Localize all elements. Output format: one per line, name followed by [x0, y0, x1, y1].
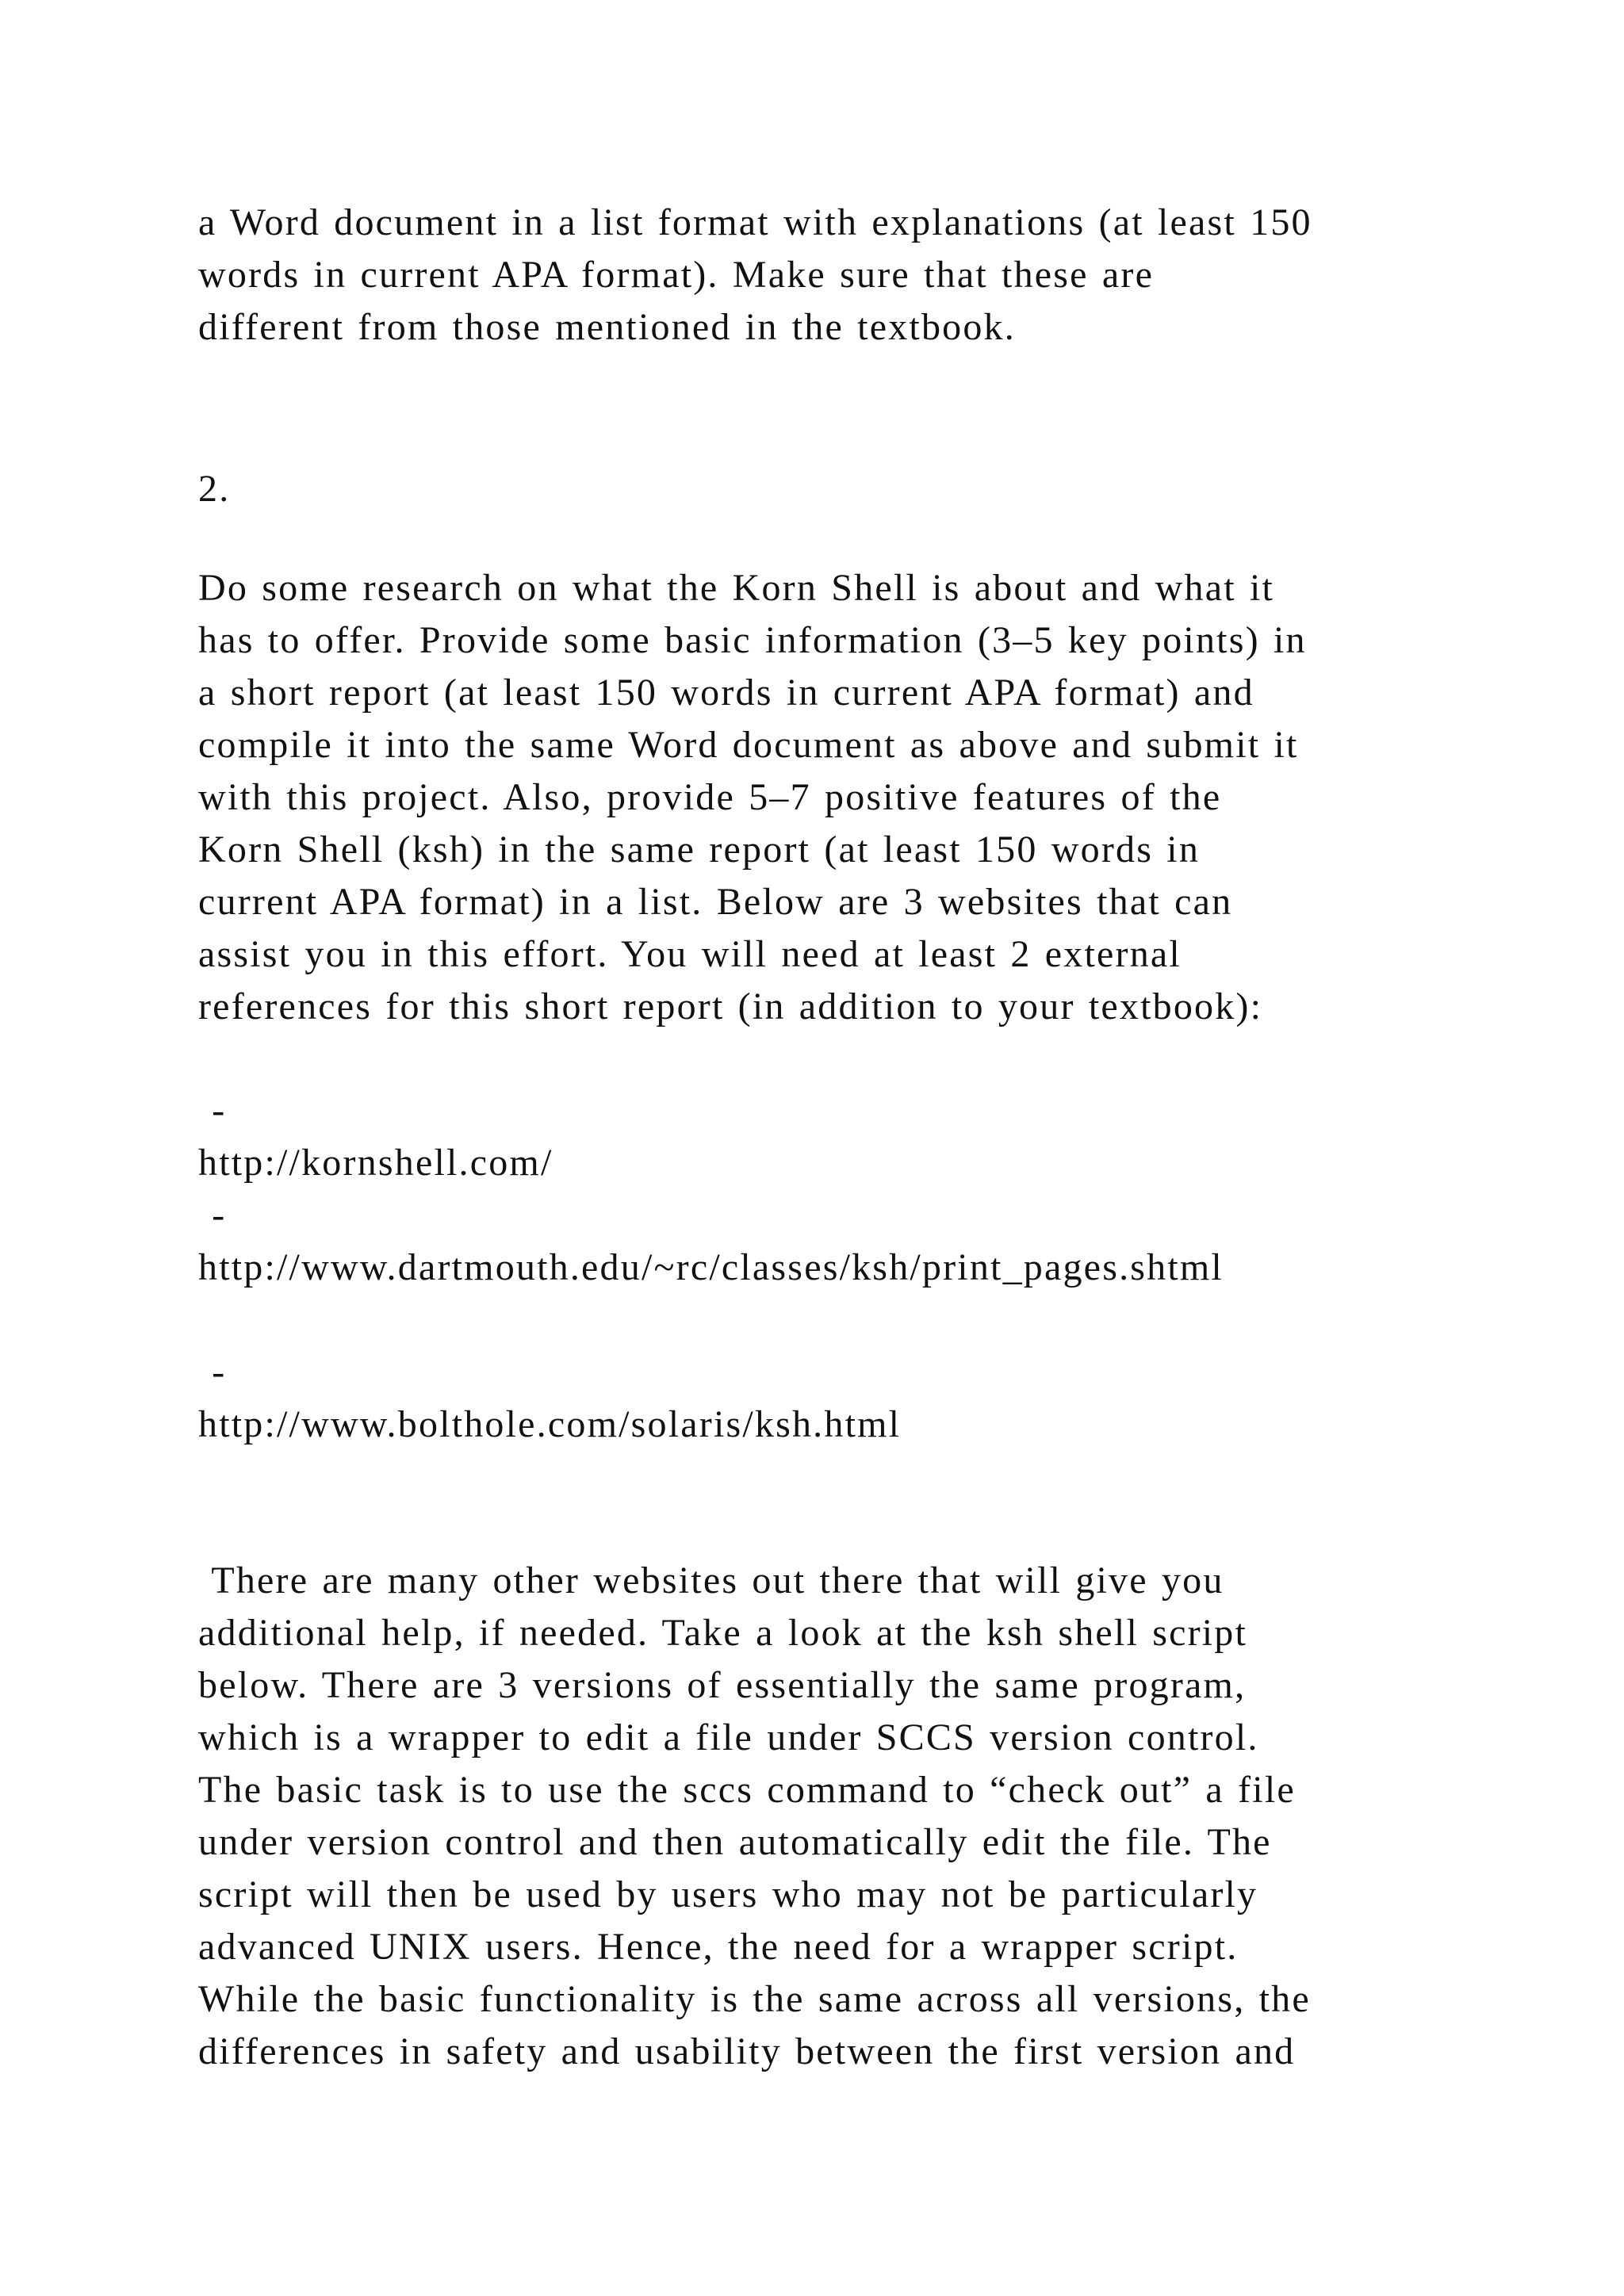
paragraph-line: Do some research on what the Korn Shell is about and what it	[198, 567, 1275, 609]
link-dartmouth[interactable]: http://www.dartmouth.edu/~rc/classes/ksh/print_pages.shtml	[198, 1246, 1224, 1288]
paragraph-line: with this project. Also, provide 5–7 positive features of the	[198, 776, 1222, 818]
paragraph-line: assist you in this effort. You will need at least 2 external	[198, 933, 1182, 975]
paragraph-line: script will then be used by users who may not be particularly	[198, 1873, 1258, 1915]
item-number: 2.	[198, 468, 231, 510]
link-bolthole[interactable]: http://www.bolthole.com/solaris/ksh.html	[198, 1403, 902, 1445]
paragraph-line: under version control and then automatically edit the file. The	[198, 1821, 1272, 1863]
paragraph-line: which is a wrapper to edit a file under SCCS version control.	[198, 1716, 1259, 1758]
paragraph-line: a short report (at least 150 words in current APA format) and	[198, 672, 1254, 714]
list-bullet: -	[198, 1089, 227, 1131]
paragraph-line: While the basic functionality is the same across all versions, the	[198, 1978, 1311, 2020]
intro-line: a Word document in a list format with explanations (at least 150	[198, 201, 1312, 243]
paragraph-line: has to offer. Provide some basic information (3–5 key points) in	[198, 619, 1307, 661]
paragraph-line: additional help, if needed. Take a look at the ksh shell script	[198, 1612, 1248, 1654]
link-kornshell[interactable]: http://kornshell.com/	[198, 1142, 553, 1184]
intro-line: different from those mentioned in the textbook.	[198, 306, 1016, 348]
paragraph-line: below. There are 3 versions of essentially the same program,	[198, 1664, 1247, 1706]
paragraph-line: compile it into the same Word document as above and submit it	[198, 724, 1299, 766]
paragraph-line: advanced UNIX users. Hence, the need for a wrapper script.	[198, 1926, 1239, 1968]
paragraph-line: Korn Shell (ksh) in the same report (at least 150 words in	[198, 828, 1201, 871]
paragraph-line: There are many other websites out there that will give you	[198, 1559, 1224, 1601]
paragraph-line: current APA format) in a list. Below are 3 websites that can	[198, 881, 1233, 923]
paragraph-line: references for this short report (in addition to your textbook):	[198, 985, 1263, 1027]
paragraph-line: The basic task is to use the sccs command to “check out” a file	[198, 1769, 1296, 1811]
list-bullet: -	[198, 1194, 227, 1236]
paragraph-line: differences in safety and usability between the first version and	[198, 2030, 1296, 2072]
list-bullet: -	[198, 1351, 227, 1393]
intro-line: words in current APA format). Make sure that these are	[198, 254, 1155, 296]
